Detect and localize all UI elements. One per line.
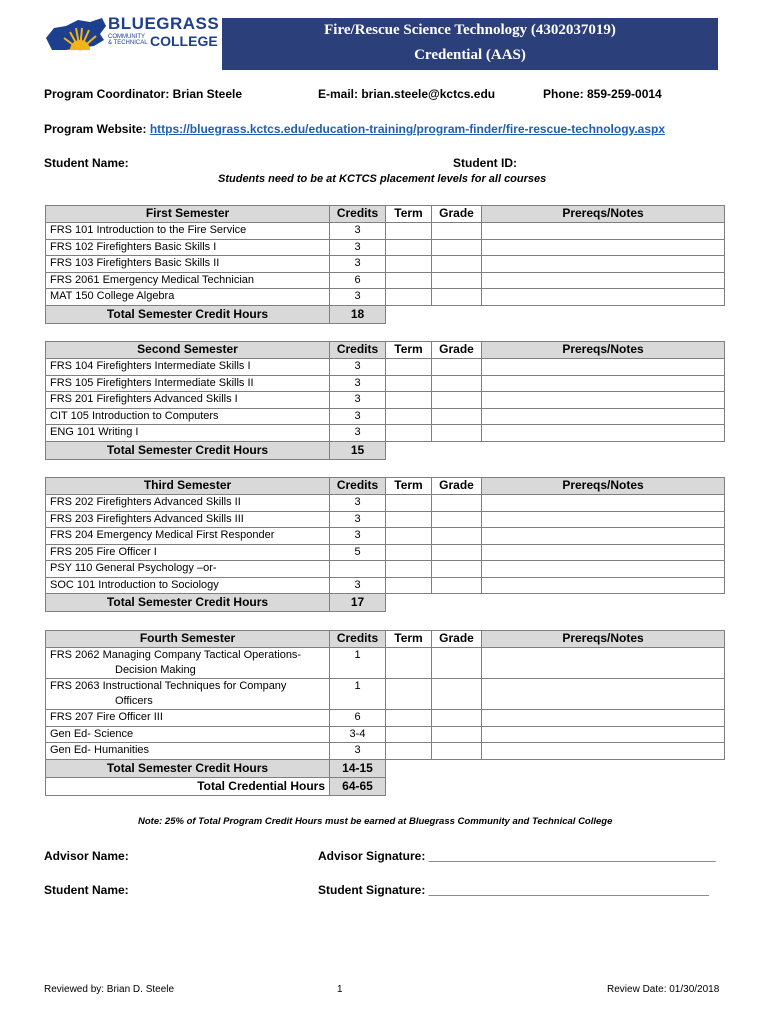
notes-cell[interactable] [482, 223, 725, 240]
course-name-line1: FRS 2063 Instructional Techniques for Company [50, 680, 287, 692]
semester-total-row [46, 594, 725, 612]
credential-total-row [46, 777, 725, 795]
course-credits [330, 561, 386, 578]
course-name: FRS 207 Fire Officer III [46, 710, 330, 727]
grade-cell[interactable] [432, 239, 482, 256]
semester-total-value: 17 [330, 594, 386, 612]
course-name: Gen Ed- Humanities [46, 743, 330, 760]
notes-cell[interactable] [482, 425, 725, 442]
course-row [46, 577, 725, 594]
grade-heading: Grade [432, 342, 482, 359]
course-credits: 3 [330, 528, 386, 545]
term-cell[interactable] [386, 528, 432, 545]
student-signature-line[interactable]: Student Signature: __________________________________________ [318, 883, 709, 897]
grade-cell[interactable] [432, 726, 482, 743]
notes-cell[interactable] [482, 726, 725, 743]
grade-cell[interactable] [432, 408, 482, 425]
prereqs-heading: Prereqs/Notes [482, 478, 725, 495]
credits-heading: Credits [330, 342, 386, 359]
semester-total-value: 14-15 [330, 759, 386, 777]
grade-heading: Grade [432, 478, 482, 495]
course-row [46, 239, 725, 256]
course-credits: 3 [330, 239, 386, 256]
course-row [46, 425, 725, 442]
notes-cell[interactable] [482, 359, 725, 376]
credits-heading: Credits [330, 206, 386, 223]
fourth-semester-table [45, 630, 725, 796]
course-name: FRS 201 Firefighters Advanced Skills I [46, 392, 330, 409]
notes-cell[interactable] [482, 256, 725, 273]
notes-cell[interactable] [482, 408, 725, 425]
grade-heading: Grade [432, 206, 482, 223]
grade-cell[interactable] [432, 743, 482, 760]
course-name: ENG 101 Writing I [46, 425, 330, 442]
grade-cell[interactable] [432, 648, 482, 679]
grade-cell[interactable] [432, 528, 482, 545]
course-credits: 3 [330, 359, 386, 376]
course-row [46, 511, 725, 528]
term-cell[interactable] [386, 511, 432, 528]
advisor-signature-line[interactable]: Advisor Signature: ___________________________________________ [318, 849, 716, 863]
term-cell[interactable] [386, 408, 432, 425]
term-cell[interactable] [386, 392, 432, 409]
credential-total-label: Total Credential Hours [46, 777, 330, 795]
term-cell[interactable] [386, 272, 432, 289]
notes-cell[interactable] [482, 679, 725, 710]
term-cell[interactable] [386, 375, 432, 392]
course-name [46, 648, 330, 679]
program-title-banner [222, 18, 718, 70]
grade-cell[interactable] [432, 375, 482, 392]
prereqs-heading: Prereqs/Notes [482, 342, 725, 359]
grade-heading: Grade [432, 631, 482, 648]
course-name: FRS 205 Fire Officer I [46, 544, 330, 561]
term-cell[interactable] [386, 425, 432, 442]
program-coordinator: Program Coordinator: Brian Steele [44, 87, 243, 101]
semester-total-value: 15 [330, 441, 386, 459]
program-title: Fire/Rescue Science Technology (4302037019) [324, 22, 616, 38]
grade-cell[interactable] [432, 425, 482, 442]
semester-total-label: Total Semester Credit Hours [46, 759, 330, 777]
term-cell[interactable] [386, 495, 432, 512]
course-credits: 3 [330, 511, 386, 528]
course-credits: 3 [330, 375, 386, 392]
course-row [46, 743, 725, 760]
grade-cell[interactable] [432, 495, 482, 512]
term-cell[interactable] [386, 239, 432, 256]
term-cell[interactable] [386, 726, 432, 743]
course-row [46, 289, 725, 306]
course-credits: 3-4 [330, 726, 386, 743]
website-link[interactable]: https://bluegrass.kctcs.edu/education-training/program-finder/fire-rescue-technology.aspx [149, 122, 666, 136]
reviewed-by: Reviewed by: Brian D. Steele [44, 984, 175, 995]
notes-cell[interactable] [482, 375, 725, 392]
course-credits: 5 [330, 544, 386, 561]
program-website-row [44, 122, 665, 136]
grade-cell[interactable] [432, 561, 482, 578]
credential-total-value: 64-65 [330, 777, 386, 795]
notes-cell[interactable] [482, 743, 725, 760]
course-row [46, 359, 725, 376]
grade-cell[interactable] [432, 679, 482, 710]
course-name: FRS 101 Introduction to the Fire Service [46, 223, 330, 240]
notes-cell[interactable] [482, 648, 725, 679]
notes-cell[interactable] [482, 561, 725, 578]
notes-cell[interactable] [482, 495, 725, 512]
placement-note: Students need to be at KCTCS placement levels for all courses [218, 173, 547, 185]
course-credits: 3 [330, 408, 386, 425]
semester-total-value: 18 [330, 305, 386, 323]
kentucky-sunburst-icon [44, 16, 108, 56]
college-logo [44, 14, 220, 56]
notes-cell[interactable] [482, 289, 725, 306]
grade-cell[interactable] [432, 544, 482, 561]
prereqs-heading: Prereqs/Notes [482, 631, 725, 648]
advisor-name-label: Advisor Name: [44, 849, 129, 863]
course-name: CIT 105 Introduction to Computers [46, 408, 330, 425]
term-heading: Term [386, 206, 432, 223]
course-name-line2: Officers [115, 695, 153, 707]
course-name: SOC 101 Introduction to Sociology [46, 577, 330, 594]
student-name-label: Student Name: [44, 156, 129, 170]
semester-total-row [46, 305, 725, 323]
term-cell[interactable] [386, 710, 432, 727]
course-row [46, 223, 725, 240]
course-name: FRS 103 Firefighters Basic Skills II [46, 256, 330, 273]
term-cell[interactable] [386, 743, 432, 760]
term-cell[interactable] [386, 577, 432, 594]
course-name: FRS 2061 Emergency Medical Technician [46, 272, 330, 289]
semester-total-row [46, 441, 725, 459]
notes-cell[interactable] [482, 272, 725, 289]
semester-heading: Fourth Semester [46, 631, 330, 648]
course-name [46, 679, 330, 710]
course-credits: 3 [330, 223, 386, 240]
course-name: FRS 105 Firefighters Intermediate Skills II [46, 375, 330, 392]
course-row [46, 648, 725, 679]
course-credits: 3 [330, 392, 386, 409]
course-credits: 3 [330, 577, 386, 594]
term-cell[interactable] [386, 359, 432, 376]
page-number: 1 [337, 984, 343, 995]
course-credits: 1 [330, 648, 386, 679]
credits-heading: Credits [330, 478, 386, 495]
credential-title: Credential (AAS) [414, 47, 526, 63]
course-name: PSY 110 General Psychology –or- [46, 561, 330, 578]
notes-cell[interactable] [482, 544, 725, 561]
term-cell[interactable] [386, 544, 432, 561]
course-name: FRS 104 Firefighters Intermediate Skills I [46, 359, 330, 376]
notes-cell[interactable] [482, 577, 725, 594]
course-name: FRS 204 Emergency Medical First Responder [46, 528, 330, 545]
semester-total-label: Total Semester Credit Hours [46, 594, 330, 612]
notes-cell[interactable] [482, 511, 725, 528]
student-name-signature-label: Student Name: [44, 883, 129, 897]
course-name: MAT 150 College Algebra [46, 289, 330, 306]
website-label: Program Website: [44, 122, 147, 136]
term-cell[interactable] [386, 289, 432, 306]
grade-cell[interactable] [432, 256, 482, 273]
course-row [46, 710, 725, 727]
course-credits: 3 [330, 495, 386, 512]
course-name: FRS 203 Firefighters Advanced Skills III [46, 511, 330, 528]
coordinator-phone: Phone: 859-259-0014 [543, 87, 662, 101]
semester-heading: Second Semester [46, 342, 330, 359]
course-credits: 3 [330, 289, 386, 306]
grade-cell[interactable] [432, 511, 482, 528]
first-semester-table [45, 205, 725, 324]
semester-total-label: Total Semester Credit Hours [46, 305, 330, 323]
logo-line2c: COLLEGE [150, 33, 218, 49]
notes-cell[interactable] [482, 392, 725, 409]
grade-cell[interactable] [432, 289, 482, 306]
logo-line2a: COMMUNITY [108, 34, 145, 40]
logo-line1: BLUEGRASS [108, 14, 220, 33]
course-credits: 3 [330, 425, 386, 442]
course-row [46, 544, 725, 561]
grade-cell[interactable] [432, 359, 482, 376]
credit-hours-note: Note: 25% of Total Program Credit Hours must be earned at Bluegrass Community and Technical College [138, 816, 613, 827]
course-credits: 3 [330, 743, 386, 760]
course-name-line2: Decision Making [115, 664, 196, 676]
review-date: Review Date: 01/30/2018 [607, 984, 720, 995]
course-row [46, 528, 725, 545]
credits-heading: Credits [330, 631, 386, 648]
course-name: Gen Ed- Science [46, 726, 330, 743]
course-name: FRS 202 Firefighters Advanced Skills II [46, 495, 330, 512]
course-row [46, 392, 725, 409]
logo-line2b: & TECHNICAL [108, 40, 148, 46]
semester-heading: First Semester [46, 206, 330, 223]
course-credits: 6 [330, 272, 386, 289]
course-row [46, 256, 725, 273]
term-cell[interactable] [386, 679, 432, 710]
course-row [46, 408, 725, 425]
course-row [46, 495, 725, 512]
prereqs-heading: Prereqs/Notes [482, 206, 725, 223]
course-name-line1: FRS 2062 Managing Company Tactical Operations- [50, 649, 302, 661]
student-id-label: Student ID: [453, 156, 517, 170]
term-heading: Term [386, 478, 432, 495]
second-semester-table [45, 341, 725, 460]
course-row [46, 375, 725, 392]
grade-cell[interactable] [432, 392, 482, 409]
notes-cell[interactable] [482, 528, 725, 545]
course-row [46, 561, 725, 578]
course-row [46, 679, 725, 710]
semester-total-row [46, 759, 725, 777]
course-credits: 1 [330, 679, 386, 710]
course-row [46, 726, 725, 743]
notes-cell[interactable] [482, 239, 725, 256]
term-heading: Term [386, 342, 432, 359]
term-heading: Term [386, 631, 432, 648]
grade-cell[interactable] [432, 577, 482, 594]
grade-cell[interactable] [432, 710, 482, 727]
coordinator-email: E-mail: brian.steele@kctcs.edu [318, 87, 496, 101]
term-cell[interactable] [386, 256, 432, 273]
course-credits: 3 [330, 256, 386, 273]
grade-cell[interactable] [432, 223, 482, 240]
term-cell[interactable] [386, 223, 432, 240]
term-cell[interactable] [386, 648, 432, 679]
course-credits: 6 [330, 710, 386, 727]
grade-cell[interactable] [432, 272, 482, 289]
notes-cell[interactable] [482, 710, 725, 727]
course-name: FRS 102 Firefighters Basic Skills I [46, 239, 330, 256]
semester-heading: Third Semester [46, 478, 330, 495]
semester-total-label: Total Semester Credit Hours [46, 441, 330, 459]
third-semester-table [45, 477, 725, 612]
course-row [46, 272, 725, 289]
term-cell[interactable] [386, 561, 432, 578]
